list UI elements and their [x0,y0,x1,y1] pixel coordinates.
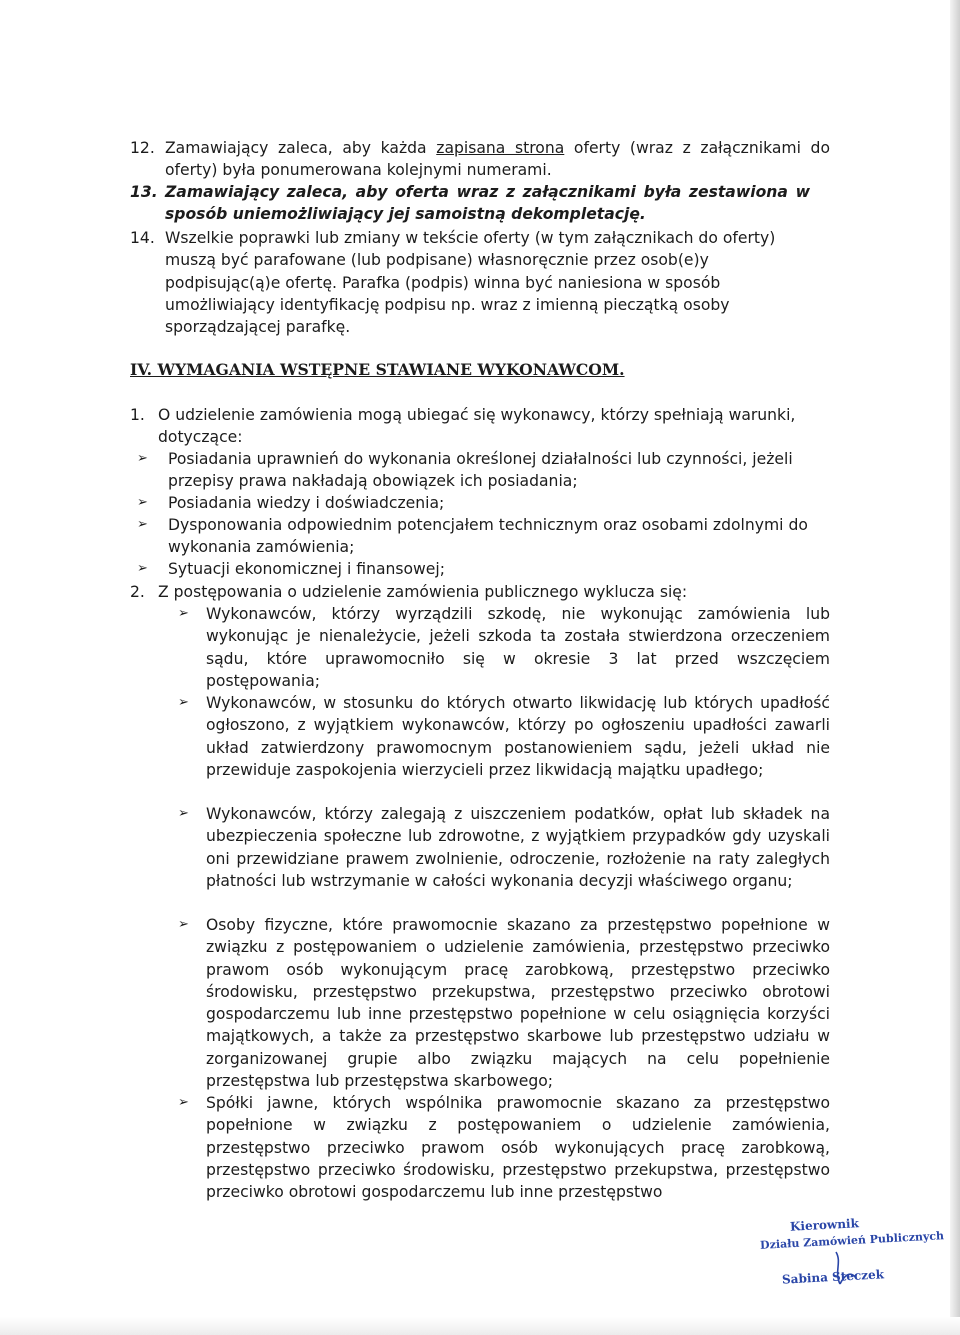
page-bottom-shadow [0,1317,960,1335]
p2-bullet-2: Wykonawców, w stosunku do których otwarto likwidację lub których upadłość ogłoszono, z wyjątkiem wykonawców, którzy po ogłoszeniu upadłości zawarli układ zatwierdzony prawomocnym postanowieniem sądu, jeżeli układ nie przewiduje zaspokojenia wierzycieli przez likwidacją majątku upadłego; [206,694,830,779]
bullet-marker: ➢ [137,495,148,510]
bullet-marker: ➢ [178,806,189,821]
p1-bullet-1: Posiadania uprawnień do wykonania określonej działalności lub czynności, jeżeli przepisy prawa nakładają obowiązek ich posiadania; [168,450,793,491]
bullet-marker: ➢ [137,451,148,466]
bullet-marker: ➢ [178,606,189,621]
bullet-marker: ➢ [178,917,189,932]
p2-bullet-5: Spółki jawne, których wspólnika prawomocnie skazano za przestępstwo popełnione w związku z postępowaniem o udzielenie zamówienia, przestępstwo przeciwko prawom osób wykonujących pracę zarobkową, przestępstwo przeciwko środowisku, przestępstwo przekupstwa, przestępstwo przeciwko obrotowi gospodarczemu lub inne przestępstwo [206,1094,830,1202]
p1-bullet-4: Sytuacji ekonomicznej i finansowej; [168,560,445,578]
item-14-number: 14. [130,229,155,247]
bullet-marker: ➢ [137,517,148,532]
signature-mark [830,1248,870,1288]
paragraph-1-number: 1. [130,406,145,424]
stamp-department: Działu Zamówień Publicznych [759,1229,945,1252]
item-12-text-post: oferty (wraz z załącznikami do oferty) była ponumerowana kolejnymi numerami. [165,139,830,180]
paragraph-1-text: O udzielenie zamówienia mogą ubiegać się wykonawcy, którzy spełniają warunki, dotyczące: [158,406,796,447]
item-12-text-pre: Zamawiający zaleca, aby każda [165,139,437,157]
stamp-name: Sabina Steczek [781,1267,885,1287]
p2-bullet-4: Osoby fizyczne, które prawomocnie skazano za przestępstwo popełnione w związku z postępowaniem o udzielenie zamówienia, przestępstwo przeciwko prawom osób wykonującym pracę zarobkową, przestępstwo przeciwko środowisku, przestępstwo przekupstwa, przestępstwo przeciwko obrotowi gospodarczemu lub inne przestępstwo popełnione w celu osiągnięcia korzyści majątkowych, a także za przestępstwo skarbowe lub przestępstwo udziału w zorganizowanej grupie albo związku mających na celu popełnienie przestępstwa lub przestępstwa skarbowego; [206,916,830,1091]
bullet-marker: ➢ [137,561,148,576]
bullet-marker: ➢ [178,1095,189,1110]
official-stamp [759,1216,945,1298]
p1-bullet-3: Dysponowania odpowiednim potencjałem technicznym oraz osobami zdolnymi do wykonania zamówienia; [168,516,808,557]
page-edge-shadow [950,0,960,1335]
p1-bullet-2: Posiadania wiedzy i doświadczenia; [168,494,445,512]
paragraph-2-number: 2. [130,583,145,601]
stamp-title: Kierownik [789,1216,860,1234]
paragraph-2-text: Z postępowania o udzielenie zamówienia publicznego wyklucza się: [158,583,688,601]
item-13-text: Zamawiający zaleca, aby oferta wraz z załącznikami była zestawiona w sposób uniemożliwiający jej samoistną dekompletację. [165,183,810,224]
p2-bullet-3: Wykonawców, którzy zalegają z uiszczeniem podatków, opłat lub składek na ubezpieczenia społeczne lub zdrowotne, z wyjątkiem przypadków gdy uzyskali oni przewidziane prawem zwolnienie, odroczenie, rozłożenie na raty zaległych płatności lub wstrzymanie w całości wykonania decyzji właściwego organu; [206,805,830,890]
item-12-number: 12. [130,139,155,157]
section-heading: IV. WYMAGANIA WSTĘPNE STAWIANE WYKONAWCOM. [130,360,625,379]
p2-bullet-1: Wykonawców, którzy wyrządzili szkodę, nie wykonując zamówienia lub wykonując je nienależycie, jeżeli szkoda ta została stwierdzona orzeczeniem sądu, które uprawomocniło się w okresie 3 lat przed wszczęciem postępowania; [206,605,830,690]
item-14-text: Wszelkie poprawki lub zmiany w tekście oferty (w tym załącznikach do oferty) muszą być parafowane (lub podpisane) własnoręcznie przez osob(e)y podpisując(ą)e ofertę. Parafka (podpis) winna być naniesiona w sposób umożliwiający identyfikację podpisu np. wraz z imienną pieczątką osoby sporządzającej parafkę. [165,229,776,337]
bullet-marker: ➢ [178,695,189,710]
item-12-text [165,137,830,182]
item-12-underlined-phrase: zapisana strona [436,139,565,157]
item-13-number: 13. [130,183,158,201]
